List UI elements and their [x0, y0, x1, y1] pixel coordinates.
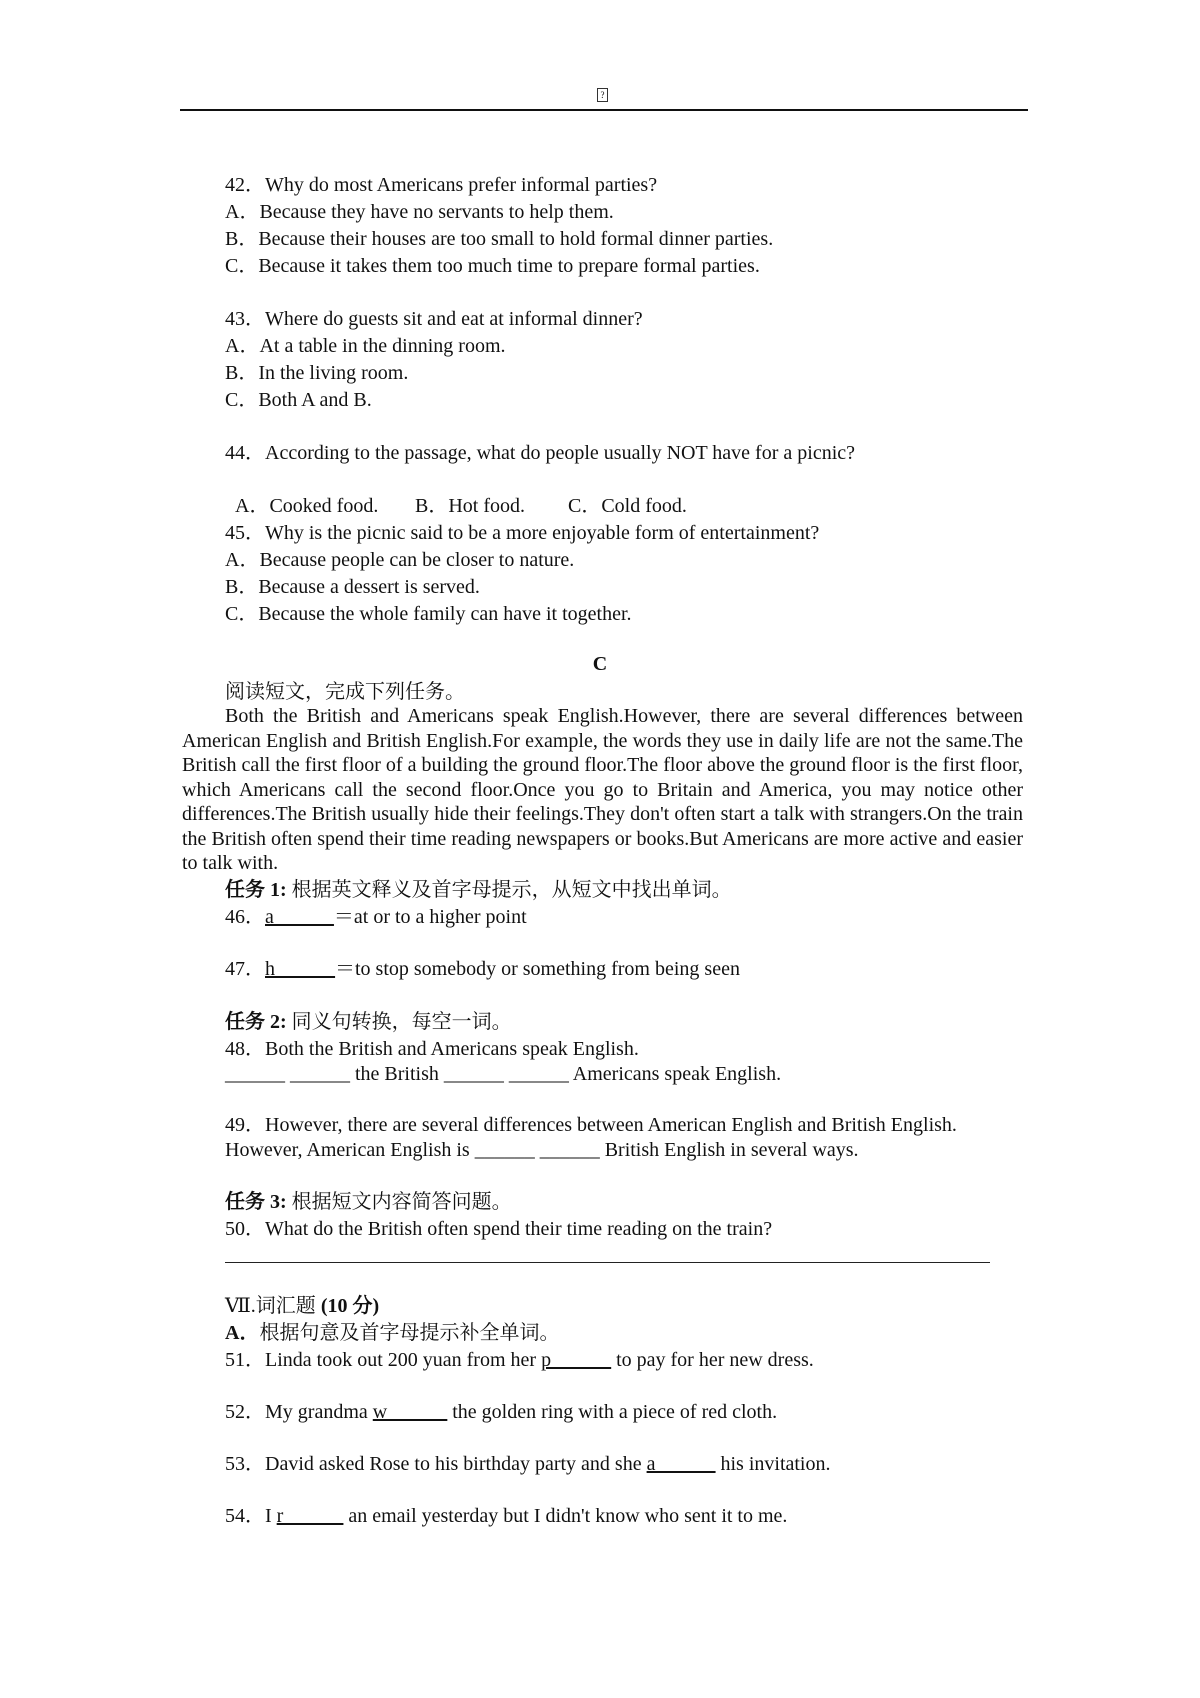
- task3-text: 根据短文内容简答问题。: [291, 1191, 512, 1213]
- q52-prefix: 52．My grandma: [225, 1401, 373, 1423]
- task2-text: 同义句转换，每空一词。: [291, 1011, 512, 1033]
- q42-option-b: B．Because their houses are too small to hold formal dinner parties.: [225, 228, 774, 250]
- q53-blank[interactable]: a______: [646, 1453, 716, 1475]
- q45-option-a: A．Because people can be closer to nature.: [225, 549, 575, 571]
- q48-stem: 48．Both the British and Americans speak English.: [225, 1038, 639, 1060]
- q42-stem: 42．Why do most Americans prefer informal parties?: [225, 174, 658, 196]
- section-vii-title: [225, 1293, 379, 1319]
- section-c-instruction: 阅读短文，完成下列任务。: [225, 681, 465, 703]
- q46-definition: ＝at or to a higher point: [333, 906, 527, 928]
- q42-option-c: C．Because it takes them too much time to prepare formal parties.: [225, 255, 760, 277]
- q52-suffix: the golden ring with a piece of red cloth.: [447, 1401, 778, 1423]
- q43-option-c: C．Both A and B.: [225, 389, 372, 411]
- task2-label: 任务 2:: [225, 1011, 287, 1033]
- part-a-label: A．: [225, 1322, 260, 1344]
- q49-stem: 49．However, there are several differences between American English and British English.: [225, 1114, 957, 1136]
- q51-suffix: to pay for her new dress.: [611, 1349, 814, 1371]
- section-c-title: C: [592, 653, 608, 675]
- q53: [225, 1451, 830, 1477]
- task1-heading: [225, 877, 732, 903]
- task3-heading: [225, 1189, 512, 1215]
- q47-blank[interactable]: h______: [265, 958, 335, 980]
- q44-option-a: A．Cooked food.: [235, 495, 379, 517]
- q44-option-b: B．Hot food.: [415, 495, 525, 517]
- q47-definition: ＝to stop somebody or something from being seen: [335, 958, 740, 980]
- q54: [225, 1503, 787, 1529]
- q53-prefix: 53．David asked Rose to his birthday party and she: [225, 1453, 647, 1475]
- q52-blank[interactable]: w______: [372, 1401, 448, 1423]
- header-mark: ?: [597, 88, 608, 102]
- q51-prefix: 51．Linda took out 200 yuan from her: [225, 1349, 542, 1371]
- q44-stem: 44．According to the passage, what do people usually NOT have for a picnic?: [225, 442, 855, 464]
- section-c-passage: [182, 704, 1023, 876]
- q43-option-a: A．At a table in the dinning room.: [225, 335, 506, 357]
- header-rule: [180, 109, 1028, 111]
- part-a-heading: [225, 1320, 559, 1346]
- q44-option-c: C．Cold food.: [568, 495, 687, 517]
- q46: [225, 904, 527, 930]
- section-vii-label: Ⅶ.词汇题: [225, 1295, 316, 1317]
- q45-option-b: B．Because a dessert is served.: [225, 576, 480, 598]
- passage-text: Both the British and Americans speak English.However, there are several differences between American English and British English.For example, the words they use in daily life are not the same.The British call the first floor of a building the ground floor.The floor above the ground floor is the first floor, which Americans call the second floor.Once you go to Britain and America, you may notice other differences.The British usually hide their feelings.They don't often start a talk with strangers.On the train the British often spend their time reading newspapers or books.But Americans are more active and easier to talk with.: [182, 705, 1023, 874]
- q43-stem: 43．Where do guests sit and eat at informal dinner?: [225, 308, 643, 330]
- q51: [225, 1347, 814, 1373]
- q44-options: [225, 467, 687, 519]
- task1-label: 任务 1:: [225, 879, 287, 901]
- task2-heading: [225, 1009, 512, 1035]
- q45-stem: 45．Why is the picnic said to be a more enjoyable form of entertainment?: [225, 522, 820, 544]
- q48-rewrite[interactable]: ______ ______ the British ______ ______ Americans speak English.: [225, 1063, 782, 1085]
- q50-stem: 50．What do the British often spend their time reading on the train?: [225, 1218, 773, 1240]
- q46-number: 46．: [225, 906, 265, 928]
- q53-suffix: his invitation.: [715, 1453, 831, 1475]
- q42-option-a: A．Because they have no servants to help them.: [225, 201, 614, 223]
- q47: [225, 956, 740, 982]
- q52: [225, 1399, 777, 1425]
- q46-blank[interactable]: a______: [265, 906, 334, 928]
- q54-prefix: 54．I: [225, 1505, 277, 1527]
- q43-option-b: B．In the living room.: [225, 362, 409, 384]
- q51-blank[interactable]: p______: [541, 1349, 612, 1371]
- q50-answer-line[interactable]: [225, 1262, 990, 1263]
- section-vii-score: (10 分): [320, 1295, 380, 1317]
- q49-rewrite[interactable]: However, American English is ______ ______ British English in several ways.: [225, 1139, 859, 1161]
- q47-number: 47．: [225, 958, 265, 980]
- task1-text: 根据英文释义及首字母提示，从短文中找出单词。: [291, 879, 732, 901]
- part-a-text: 根据句意及首字母提示补全单词。: [259, 1322, 560, 1344]
- q45-option-c: C．Because the whole family can have it together.: [225, 603, 632, 625]
- task3-label: 任务 3:: [225, 1191, 287, 1213]
- q54-suffix: an email yesterday but I didn't know who sent it to me.: [343, 1505, 788, 1527]
- q54-blank[interactable]: r______: [276, 1505, 344, 1527]
